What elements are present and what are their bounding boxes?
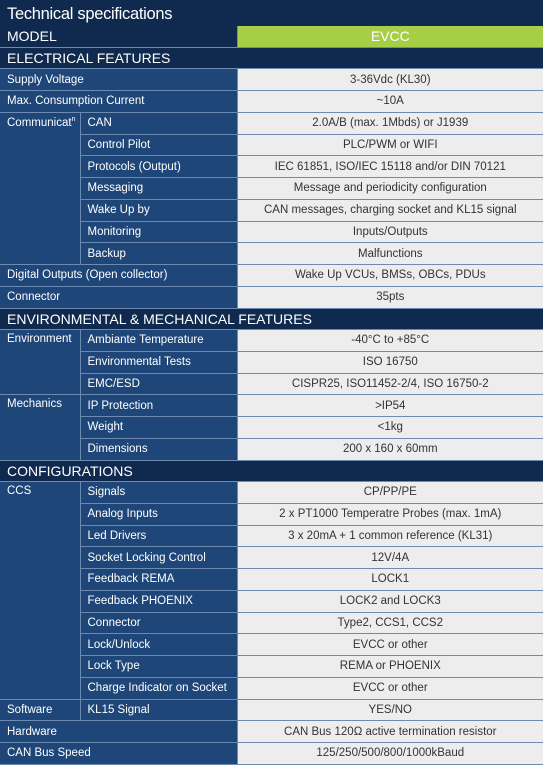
section-header-electrical bbox=[0, 47, 543, 69]
spec-label: Control Pilot bbox=[80, 134, 237, 156]
group-label-text: Communicat bbox=[7, 116, 72, 129]
spec-label: Analog Inputs bbox=[80, 503, 237, 525]
spec-table bbox=[0, 26, 543, 765]
spec-value: YES/NO bbox=[237, 699, 543, 721]
spec-row-feedback-phoenix bbox=[0, 590, 543, 612]
spec-row-charge-indicator bbox=[0, 677, 543, 699]
spec-label: Lock/Unlock bbox=[80, 634, 237, 656]
spec-label: Feedback REMA bbox=[80, 569, 237, 591]
spec-label: Supply Voltage bbox=[0, 69, 237, 91]
spec-label: Max. Consumption Current bbox=[0, 91, 237, 113]
spec-row-connector bbox=[0, 286, 543, 308]
spec-row-socket-locking bbox=[0, 547, 543, 569]
spec-label: Weight bbox=[80, 417, 237, 439]
spec-value: EVCC or other bbox=[237, 677, 543, 699]
spec-label: Environmental Tests bbox=[80, 351, 237, 373]
spec-row-control-pilot bbox=[0, 134, 543, 156]
spec-row-backup bbox=[0, 243, 543, 265]
spec-value: CP/PP/PE bbox=[237, 482, 543, 504]
spec-row-feedback-rema bbox=[0, 569, 543, 591]
spec-label: Hardware bbox=[0, 721, 237, 743]
section-header-environmental bbox=[0, 308, 543, 330]
spec-label: Signals bbox=[80, 482, 237, 504]
spec-value: PLC/PWM or WIFI bbox=[237, 134, 543, 156]
spec-row-messaging bbox=[0, 178, 543, 200]
spec-value: EVCC or other bbox=[237, 634, 543, 656]
spec-label: EMC/ESD bbox=[80, 373, 237, 395]
spec-value: CAN Bus 120Ω active termination resistor bbox=[237, 721, 543, 743]
spec-value: Malfunctions bbox=[237, 243, 543, 265]
spec-label: Lock Type bbox=[80, 656, 237, 678]
spec-value: Type2, CCS1, CCS2 bbox=[237, 612, 543, 634]
spec-label: Protocols (Output) bbox=[80, 156, 237, 178]
group-label-software: Software bbox=[0, 699, 80, 721]
group-label-ccs: CCS bbox=[0, 482, 80, 700]
spec-row-emc-esd bbox=[0, 373, 543, 395]
spec-value: 125/250/500/800/1000kBaud bbox=[237, 743, 543, 765]
spec-row-ip-protection bbox=[0, 395, 543, 417]
spec-label: Monitoring bbox=[80, 221, 237, 243]
spec-row-ccs-connector bbox=[0, 612, 543, 634]
spec-row-weight bbox=[0, 417, 543, 439]
spec-value: 2.0A/B (max. 1Mbds) or J1939 bbox=[237, 112, 543, 134]
group-label-environment: Environment bbox=[0, 330, 80, 395]
spec-label: Connector bbox=[80, 612, 237, 634]
spec-value: ~10A bbox=[237, 91, 543, 113]
spec-row-dimensions bbox=[0, 438, 543, 460]
section-header-configurations bbox=[0, 460, 543, 482]
spec-row-lock-type bbox=[0, 656, 543, 678]
spec-value: LOCK1 bbox=[237, 569, 543, 591]
spec-value: -40°C to +85°C bbox=[237, 330, 543, 352]
spec-label: CAN Bus Speed bbox=[0, 743, 237, 765]
spec-label: Messaging bbox=[80, 178, 237, 200]
document-title: Technical specifications bbox=[0, 0, 543, 26]
spec-value: 35pts bbox=[237, 286, 543, 308]
spec-label: Ambiante Temperature bbox=[80, 330, 237, 352]
section-title: ELECTRICAL FEATURES bbox=[0, 47, 543, 69]
spec-value: CISPR25, ISO11452-2/4, ISO 16750-2 bbox=[237, 373, 543, 395]
section-title: ENVIRONMENTAL & MECHANICAL FEATURES bbox=[0, 308, 543, 330]
spec-label: IP Protection bbox=[80, 395, 237, 417]
spec-value: Message and periodicity configuration bbox=[237, 178, 543, 200]
group-label-communication bbox=[0, 112, 80, 264]
section-title: CONFIGURATIONS bbox=[0, 460, 543, 482]
spec-row-lock-unlock bbox=[0, 634, 543, 656]
spec-label: Backup bbox=[80, 243, 237, 265]
spec-row-supply-voltage bbox=[0, 69, 543, 91]
spec-label: Wake Up by bbox=[80, 199, 237, 221]
spec-label: Socket Locking Control bbox=[80, 547, 237, 569]
spec-value: Inputs/Outputs bbox=[237, 221, 543, 243]
spec-row-can-bus-speed bbox=[0, 743, 543, 765]
spec-row-led-drivers bbox=[0, 525, 543, 547]
spec-value: 3 x 20mA + 1 common reference (KL31) bbox=[237, 525, 543, 547]
group-label-mechanics: Mechanics bbox=[0, 395, 80, 460]
spec-label: Connector bbox=[0, 286, 237, 308]
spec-row-signals bbox=[0, 482, 543, 504]
spec-row-environmental-tests bbox=[0, 351, 543, 373]
spec-row-consumption bbox=[0, 91, 543, 113]
spec-row-protocols bbox=[0, 156, 543, 178]
spec-row-digital-outputs bbox=[0, 265, 543, 287]
spec-row-analog-inputs bbox=[0, 503, 543, 525]
model-row bbox=[0, 26, 543, 47]
spec-value: IEC 61851, ISO/IEC 15118 and/or DIN 70121 bbox=[237, 156, 543, 178]
spec-label: CAN bbox=[80, 112, 237, 134]
spec-label: Charge Indicator on Socket bbox=[80, 677, 237, 699]
spec-row-ambient-temperature bbox=[0, 330, 543, 352]
spec-row-monitoring bbox=[0, 221, 543, 243]
model-value: EVCC bbox=[237, 26, 543, 47]
spec-row-communication-can bbox=[0, 112, 543, 134]
spec-row-software bbox=[0, 699, 543, 721]
spec-value: <1kg bbox=[237, 417, 543, 439]
spec-value: LOCK2 and LOCK3 bbox=[237, 590, 543, 612]
spec-value: 3-36Vdc (KL30) bbox=[237, 69, 543, 91]
spec-label: Feedback PHOENIX bbox=[80, 590, 237, 612]
spec-value: CAN messages, charging socket and KL15 signal bbox=[237, 199, 543, 221]
spec-value: 2 x PT1000 Temperatre Probes (max. 1mA) bbox=[237, 503, 543, 525]
spec-value: 200 x 160 x 60mm bbox=[237, 438, 543, 460]
model-label: MODEL bbox=[0, 26, 237, 47]
spec-value: ISO 16750 bbox=[237, 351, 543, 373]
spec-value: Wake Up VCUs, BMSs, OBCs, PDUs bbox=[237, 265, 543, 287]
spec-label: Digital Outputs (Open collector) bbox=[0, 265, 237, 287]
spec-label: Led Drivers bbox=[80, 525, 237, 547]
group-label-sup: n bbox=[71, 115, 76, 123]
spec-value: >IP54 bbox=[237, 395, 543, 417]
spec-row-wake-up bbox=[0, 199, 543, 221]
spec-value: 12V/4A bbox=[237, 547, 543, 569]
spec-label: Dimensions bbox=[80, 438, 237, 460]
spec-row-hardware bbox=[0, 721, 543, 743]
spec-label: KL15 Signal bbox=[80, 699, 237, 721]
spec-value: REMA or PHOENIX bbox=[237, 656, 543, 678]
